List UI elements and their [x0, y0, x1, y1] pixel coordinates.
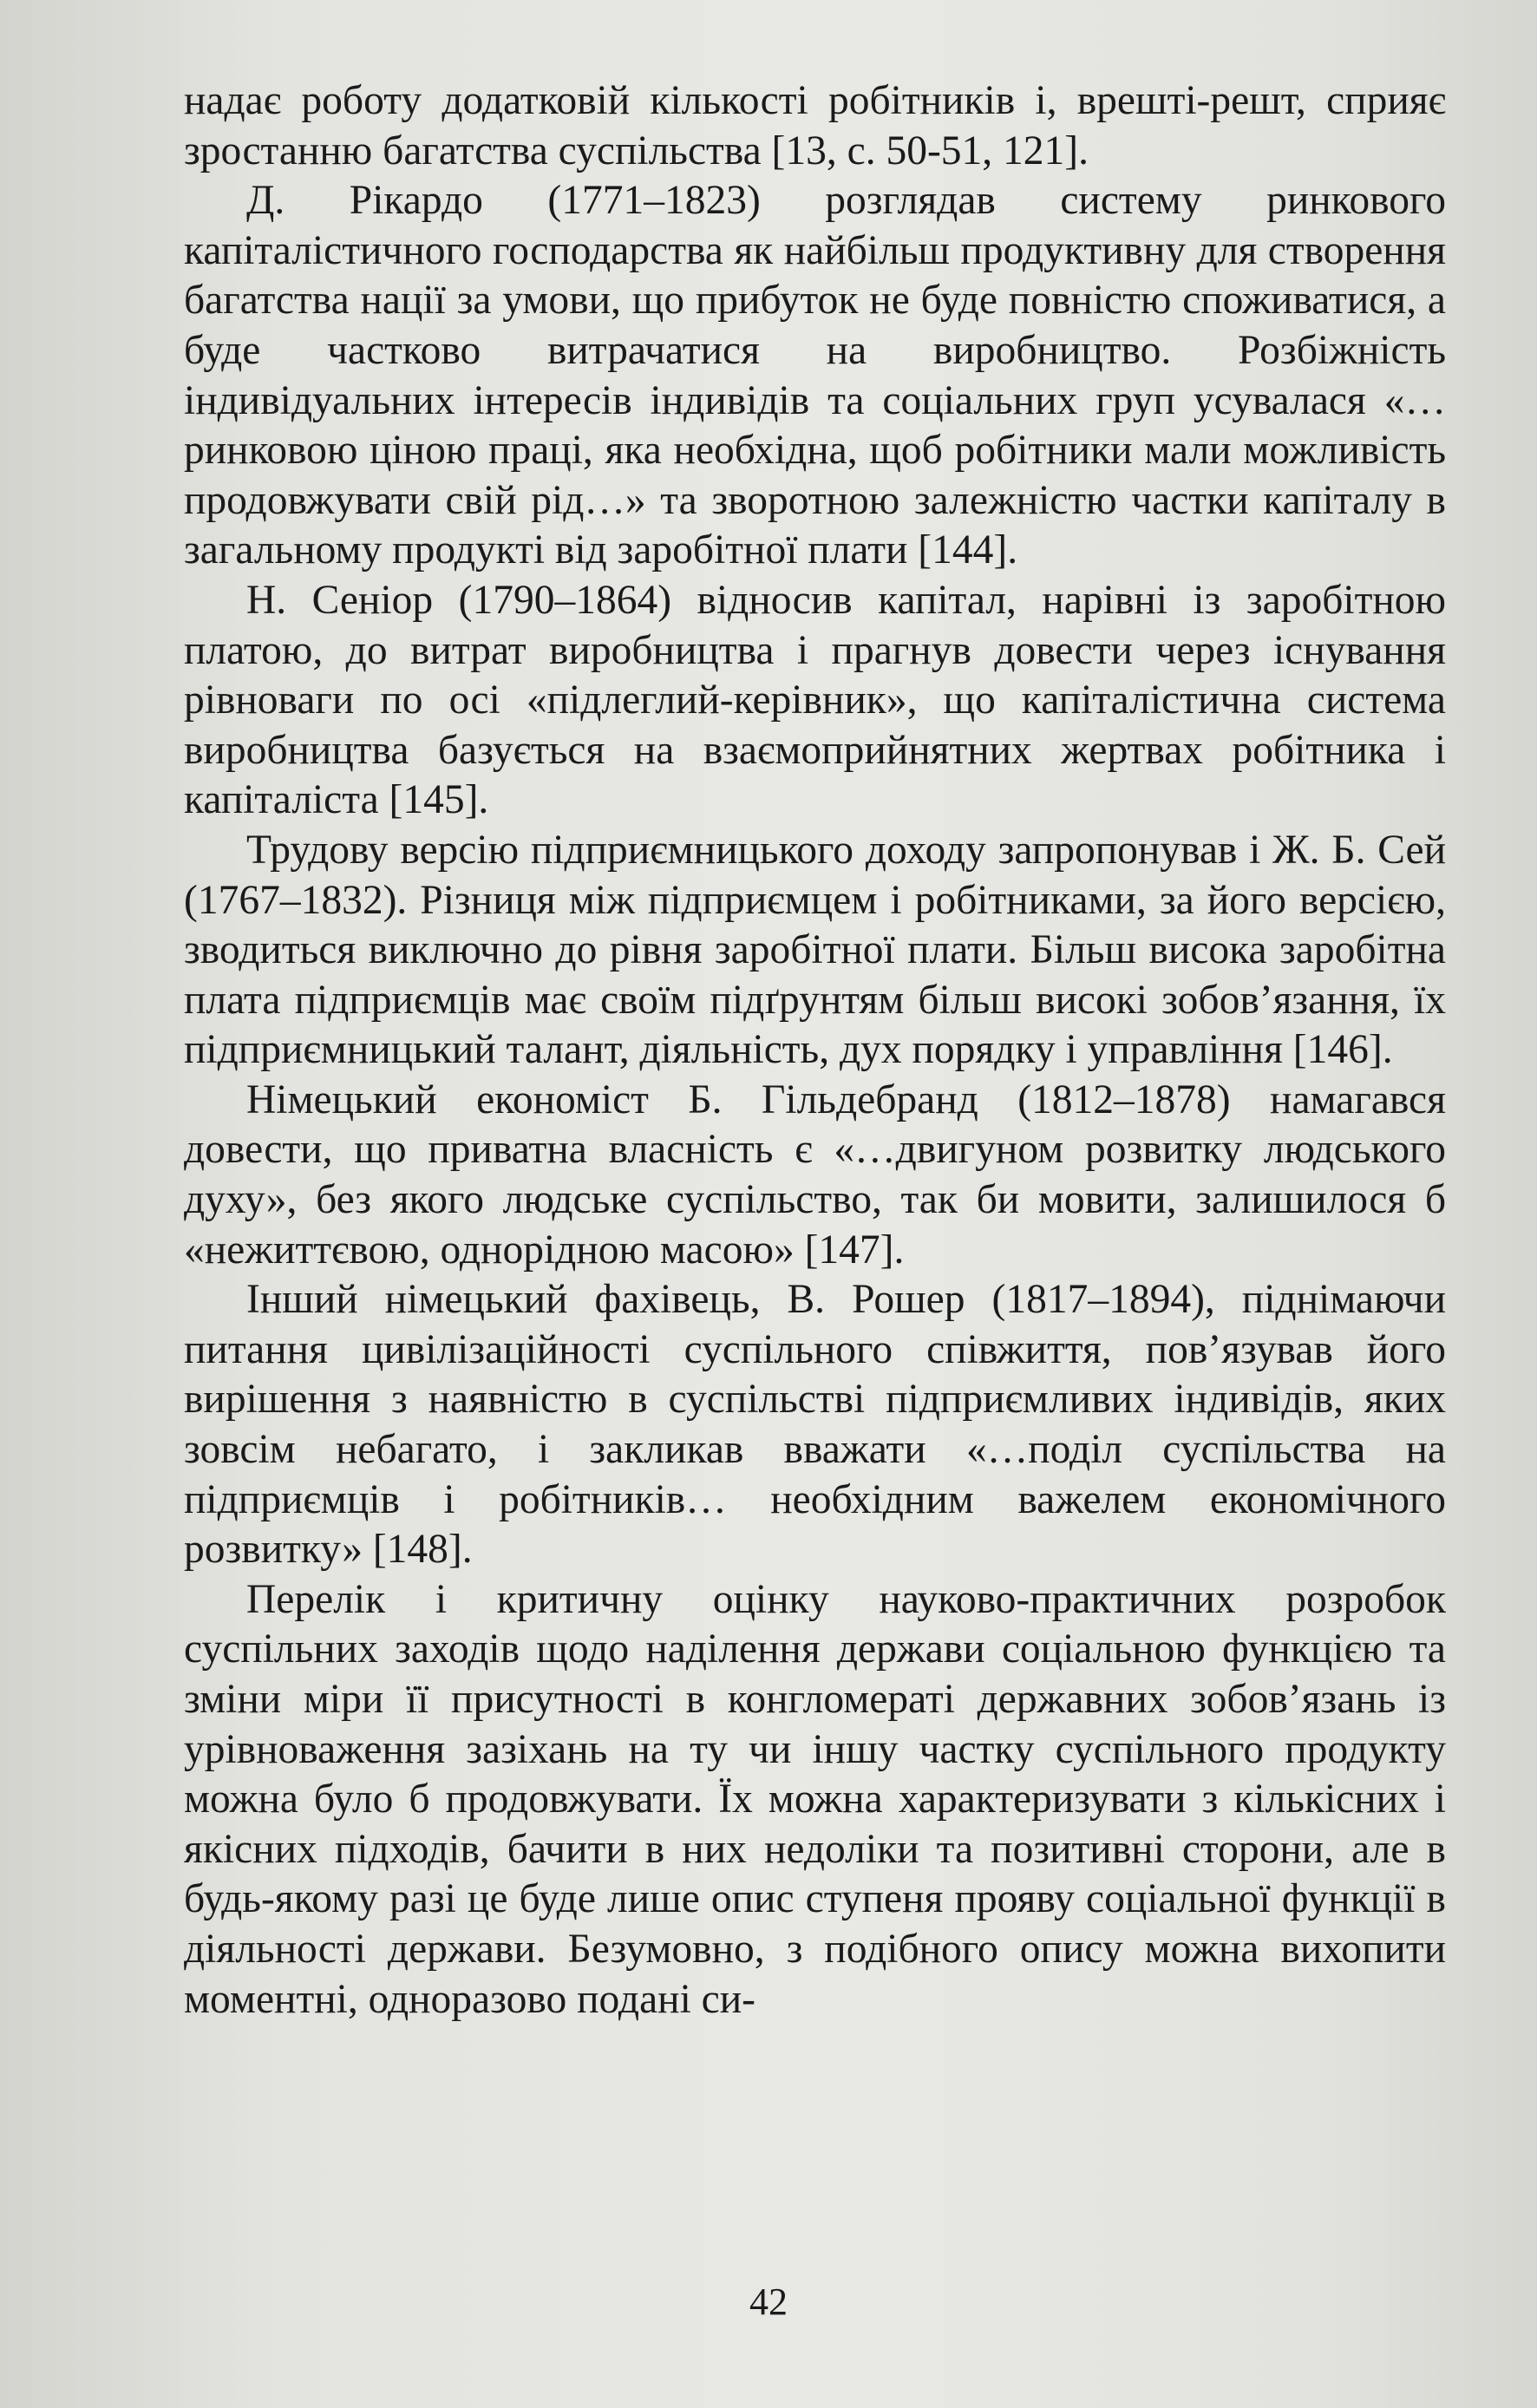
paragraph: Д. Рікардо (1771–1823) розглядав систему ринкового капіталістичного господарства як найбільш продуктивну для створення багатства нації за умови, що прибуток не буде повністю споживатися, а буде частково витрачатися на виробництво. Розбіжність індивідуальних інтересів індивідів та соціальних груп усувалася «…ринковою ціною праці, яка необхідна, щоб робітники мали можливість продовжувати свій рід…» та зворотною залежністю частки капіталу в загальному продукті від заробітної плати [144].: [184, 178, 1446, 573]
paragraph: надає роботу додатковій кількості робітників і, врешті-решт, сприяє зростанню багатства суспільства [13, с. 50-51, 121].: [184, 78, 1446, 173]
page-number: 42: [749, 2280, 788, 2323]
paragraph: Німецький економіст Б. Гільдебранд (1812–1878) намагався довести, що приватна власність є «…двигуном розвитку людського духу», без якого людське суспільство, так би мовити, залишилося б «нежиттєвою, однорідною масою» [147].: [184, 1076, 1446, 1273]
paragraph: Трудову версію підприємницького доходу запропонував і Ж. Б. Сей (1767–1832). Різниця між підприємцем і робітниками, за його версією, зводиться виключно до рівня заробітної плати. Більш висока заробітна плата підприємців має своїм підґрунтям більш високі зобов’язання, їх підприємницький талант, діяльність, дух порядку і управління [146].: [184, 827, 1446, 1073]
paragraph: Перелік і критичну оцінку науково-практичних розробок суспільних заходів щодо наділення держави соціальною функцією та зміни міри її присутності в конгломераті державних зобов’язань із урівноваження зазіхань на ту чи іншу частку суспільного продукту можна було б продовжувати. Їх можна характеризувати з кількісних і якісних підходів, бачити в них недоліки та позитивні сторони, але в будь-якому разі це буде лише опис ступеня прояву соціальної функції в діяльності держави. Безумовно, з подібного опису можна вихопити моментні, одноразово подані си-: [184, 1576, 1446, 2022]
paragraph: Інший німецький фахівець, В. Рошер (1817–1894), піднімаючи питання цивілізаційності суспільного співжиття, пов’язував його вирішення з наявністю в суспільстві підприємливих індивідів, яких зовсім небагато, і закликав вважати «…поділ суспільства на підприємців і робітників… необхідним важелем економічного розвитку» [148].: [184, 1277, 1446, 1573]
paragraph: Н. Сеніор (1790–1864) відносив капітал, нарівні із заробітною платою, до витрат виробництва і прагнув довести через існування рівноваги по осі «підлеглий-керівник», що капіталістична система виробництва базується на взаємоприйнятних жертвах робітника і капіталіста [145].: [184, 577, 1446, 823]
body-text: [184, 76, 1446, 2025]
